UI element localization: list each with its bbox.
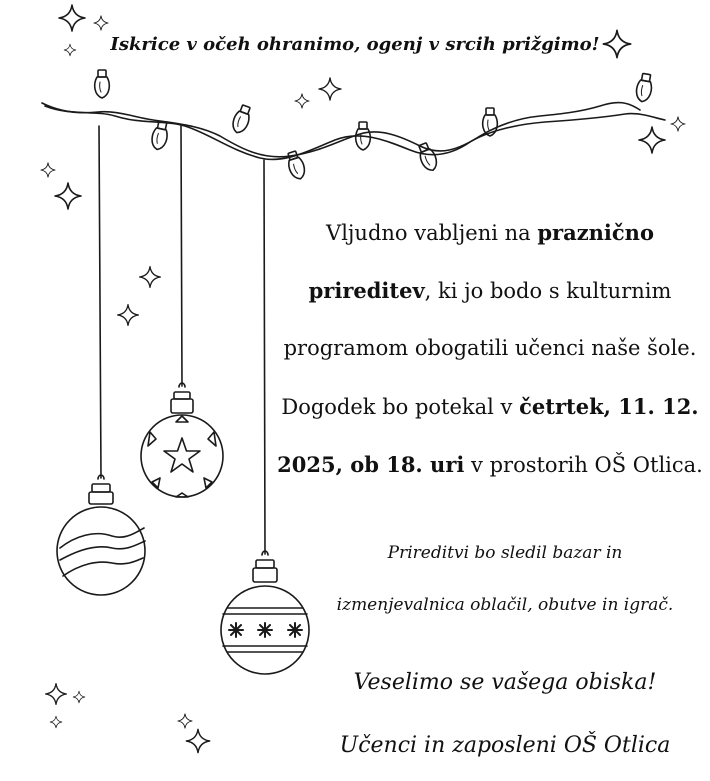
- string-lights: [42, 103, 665, 160]
- christmas-ornament-icon: [141, 383, 223, 497]
- invitation-line-5: 2025, ob 18. uri v prostorih OŠ Otlica.: [277, 452, 703, 477]
- christmas-ornament-icon: [221, 551, 309, 674]
- invitation-line-1: Vljudno vabljeni na praznično: [326, 220, 654, 245]
- bazaar-note-line-1: Prireditvi bo sledil bazar in: [387, 543, 623, 563]
- invitation-line-2: prireditev, ki jo bodo s kulturnim: [308, 278, 672, 303]
- string-light-bulb-icon: [95, 70, 654, 181]
- invitation-line-4: Dogodek bo potekal v četrtek, 11. 12.: [281, 394, 699, 419]
- closing-greeting: Veselimo se vašega obiska!: [353, 670, 657, 695]
- signature: Učenci in zaposleni OŠ Otlica: [339, 733, 671, 758]
- slogan-heading: Iskrice v očeh ohranimo, ogenj v srcih prižgimo!: [110, 34, 600, 55]
- bazaar-note-line-2: izmenjevalnica oblačil, obutve in igrač.: [336, 595, 674, 615]
- christmas-ornament-icon: [57, 475, 145, 595]
- invitation-line-3: programom obogatili učenci naše šole.: [283, 336, 697, 360]
- ornament-strings: [99, 126, 265, 554]
